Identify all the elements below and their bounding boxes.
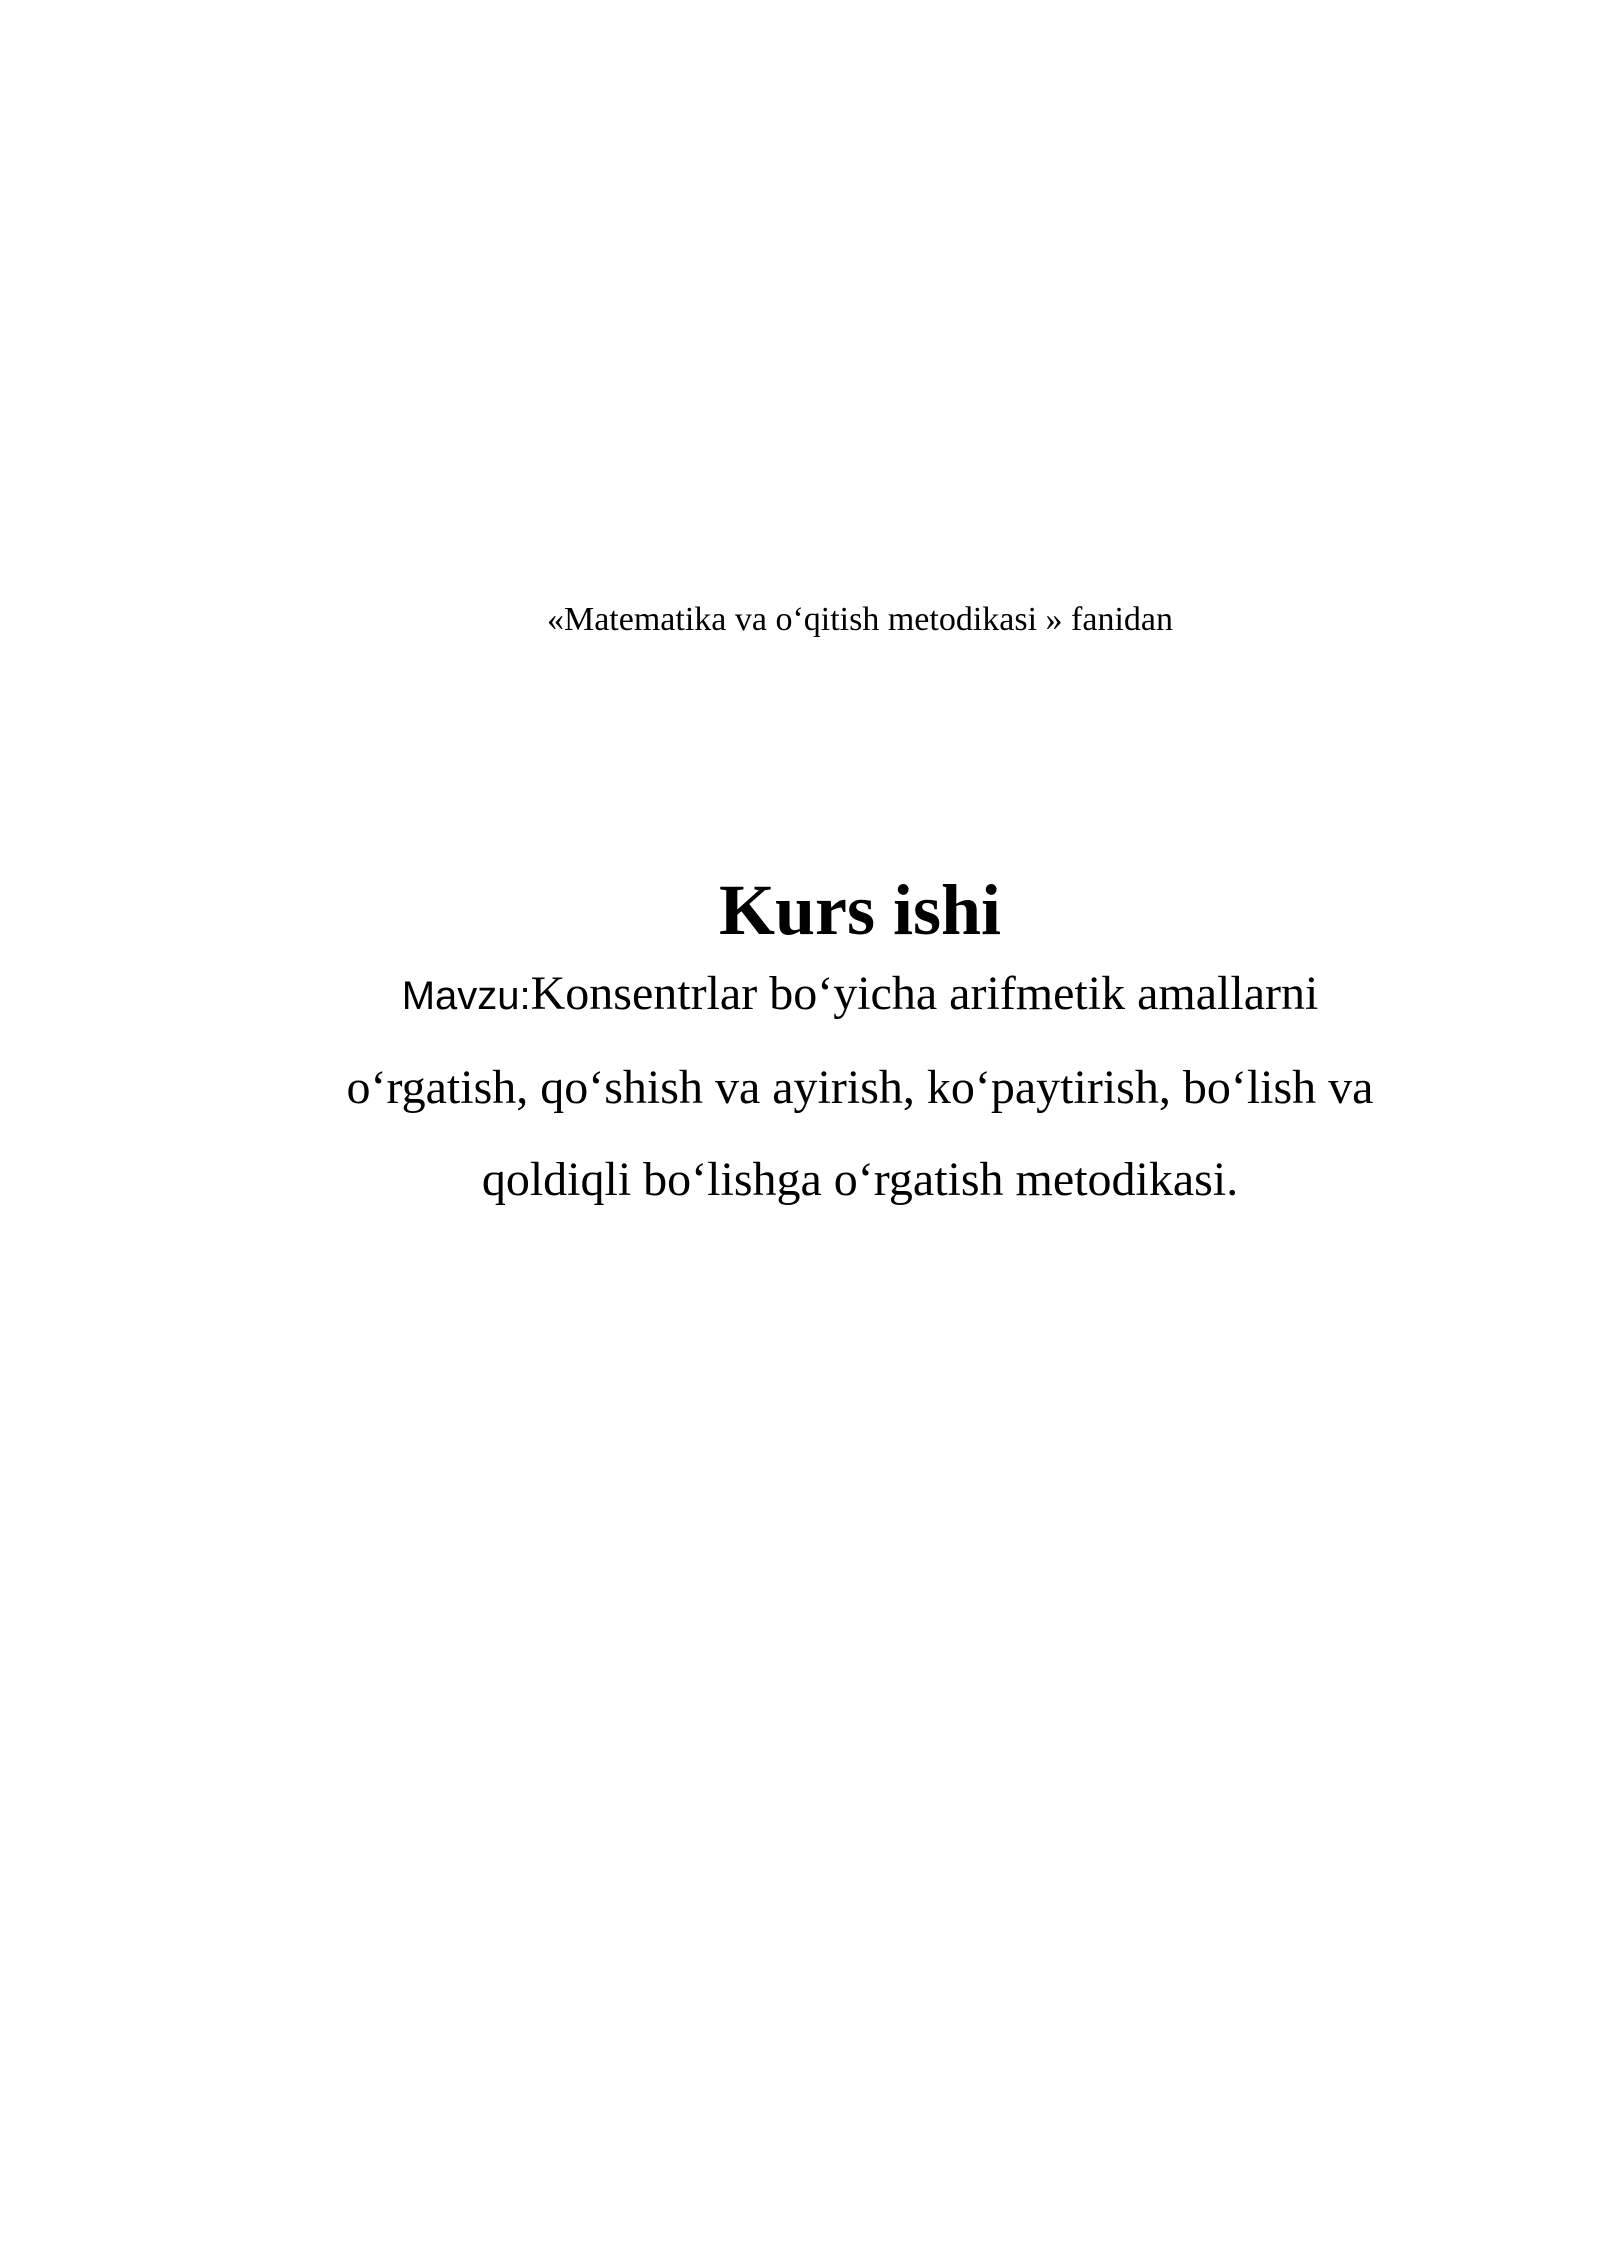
topic-line-3: qoldiqli bo‘lishga o‘rgatish metodikasi. [481, 1153, 1239, 1206]
topic-line-1-text: Konsentrlar bo‘yicha arifmetik amallarni [530, 967, 1319, 1020]
topic-line-2: o‘rgatish, qo‘shish va ayirish, ko‘paytirish, bo‘lish va [346, 1061, 1374, 1114]
topic-line-1 [200, 948, 1520, 1042]
subject-line: «Matematika va o‘qitish metodikasi » fanidan [546, 601, 1173, 638]
document-title: Kurs ishi [718, 870, 1002, 950]
topic-block [200, 948, 1520, 1226]
topic-prefix: Mavzu: [401, 974, 531, 1018]
